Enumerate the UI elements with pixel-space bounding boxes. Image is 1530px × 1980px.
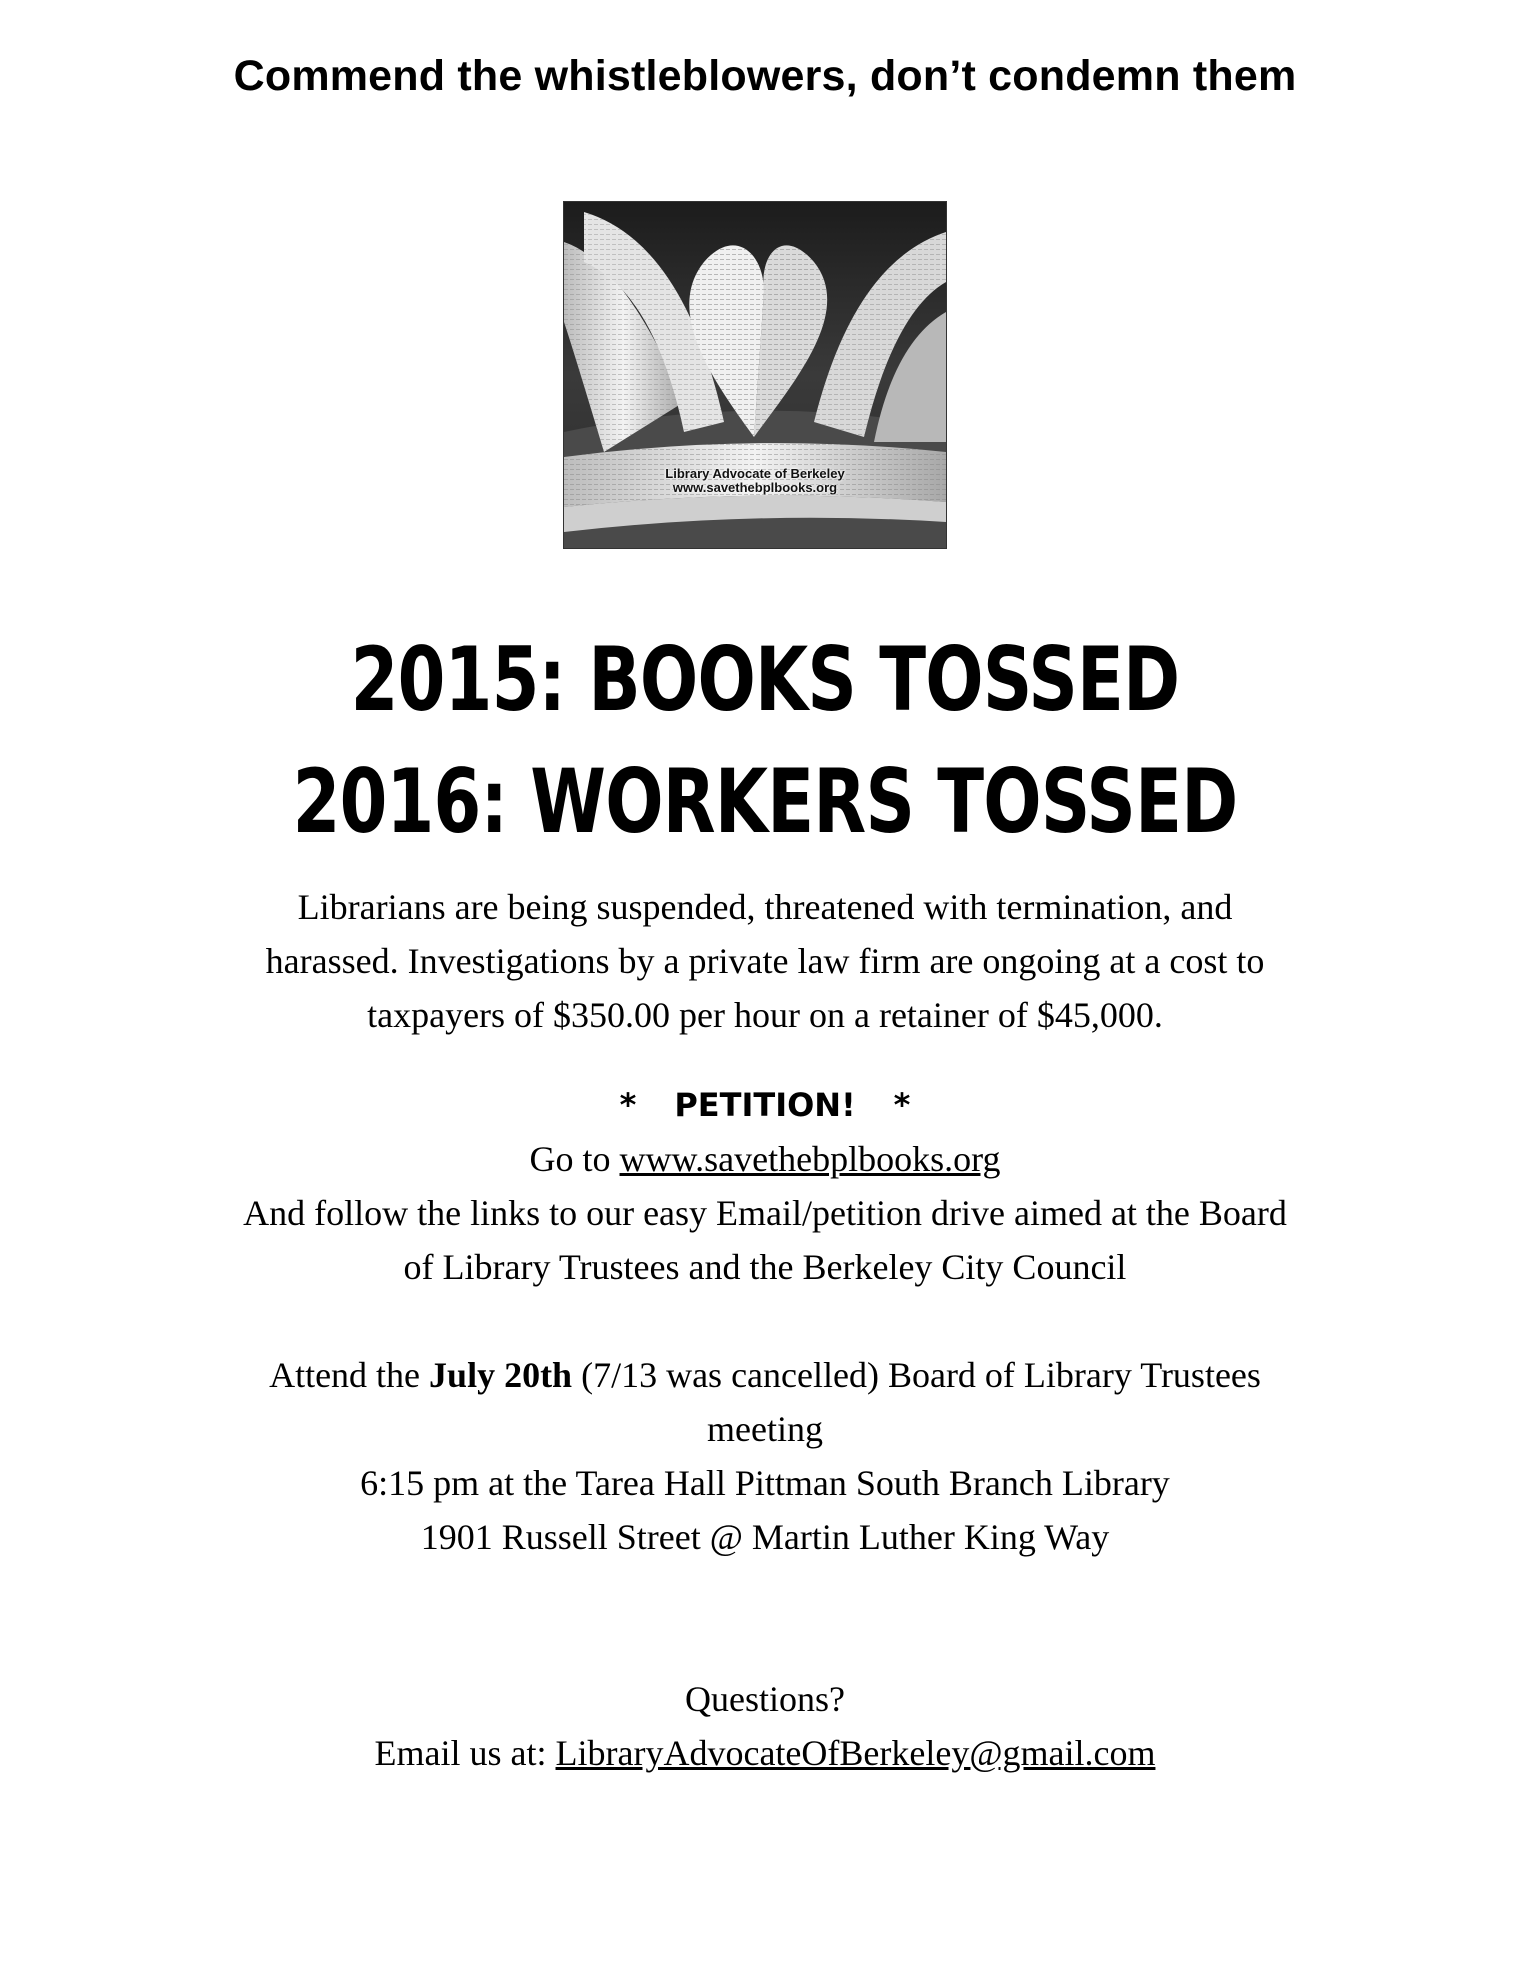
follow-line-1: And follow the links to our easy Email/petition drive aimed at the Board: [243, 1193, 1287, 1233]
contact-paragraph: [0, 1672, 1530, 1780]
headline: Commend the whistleblowers, don’t condemn them: [233, 52, 1297, 100]
intro-paragraph: [0, 880, 1530, 1042]
intro-line-2: harassed. Investigations by a private law firm are ongoing at a cost to: [265, 941, 1265, 981]
meeting-date: July 20th: [429, 1355, 573, 1395]
photo-caption-url: www.savethebplbooks.org: [672, 480, 838, 495]
meeting-word: meeting: [707, 1409, 823, 1449]
petition-label: PETITION!: [674, 1086, 856, 1124]
attend-prefix: Attend the: [269, 1355, 430, 1395]
title-line-2016: 2016: WORKERS TOSSED: [292, 750, 1238, 853]
goto-prefix: Go to: [529, 1139, 620, 1179]
attend-line: [0, 1348, 1530, 1402]
meeting-paragraph: [0, 1348, 1530, 1564]
star-right: *: [893, 1086, 911, 1124]
book-heart-image: [564, 202, 946, 548]
email-line: [0, 1726, 1530, 1780]
website-link[interactable]: www.savethebplbooks.org: [619, 1139, 1001, 1179]
meeting-address: 1901 Russell Street @ Martin Luther King Way: [420, 1517, 1110, 1557]
attend-suffix: (7/13 was cancelled) Board of Library Trustees: [572, 1355, 1261, 1395]
book-heart-photo: [563, 201, 947, 549]
email-link[interactable]: LibraryAdvocateOfBerkeley@gmail.com: [555, 1733, 1156, 1773]
star-left: *: [619, 1086, 637, 1124]
follow-line-2: of Library Trustees and the Berkeley City Council: [403, 1247, 1127, 1287]
email-prefix: Email us at:: [374, 1733, 556, 1773]
intro-line-1: Librarians are being suspended, threatened with termination, and: [297, 887, 1233, 927]
photo-caption-name: Library Advocate of Berkeley: [665, 466, 845, 481]
petition-heading: [0, 1078, 1530, 1132]
questions-line: Questions?: [685, 1679, 845, 1719]
petition-paragraph: [0, 1132, 1530, 1294]
intro-line-3: taxpayers of $350.00 per hour on a retainer of $45,000.: [367, 995, 1163, 1035]
meeting-time-place: 6:15 pm at the Tarea Hall Pittman South Branch Library: [360, 1463, 1170, 1503]
title-line-2015: 2015: BOOKS TOSSED: [350, 628, 1180, 731]
goto-line: [0, 1132, 1530, 1186]
